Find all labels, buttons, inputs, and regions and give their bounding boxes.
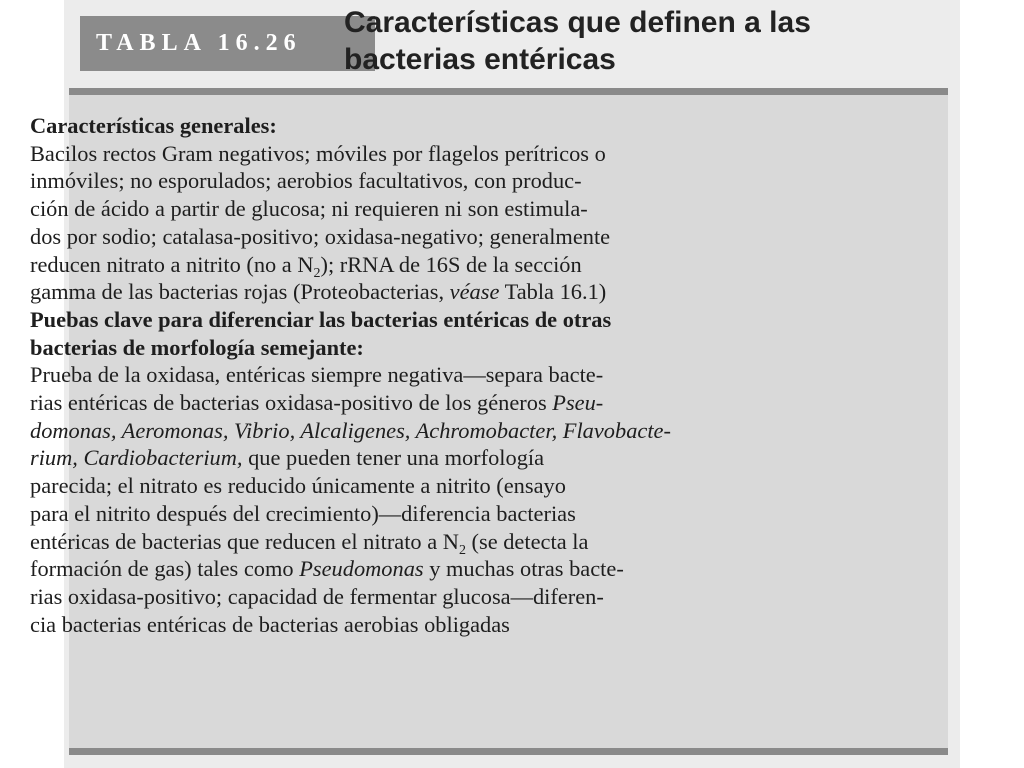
bottom-rule xyxy=(69,748,948,755)
text-line: inmóviles; no esporulados; aerobios facultativos, con produc- xyxy=(30,168,582,194)
text-line: rias oxidasa-positivo; capacidad de fermentar glucosa—diferen- xyxy=(30,583,604,609)
section-heading-line: bacterias de morfología semejante: xyxy=(30,334,364,360)
text-line: formación de gas) tales como Pseudomonas y muchas otras bacte- xyxy=(30,556,624,582)
section-heading-line: Puebas clave para diferenciar las bacterias entéricas de otras xyxy=(30,306,612,332)
text-line: Prueba de la oxidasa, entéricas siempre negativa—separa bacte- xyxy=(30,362,604,388)
table-content xyxy=(30,112,865,638)
table-title-line-2: bacterias entéricas xyxy=(344,43,616,76)
text-line: reducen nitrato a nitrito (no a $N_2$); rRNA de 16S de la sección xyxy=(30,251,582,281)
top-rule xyxy=(69,88,948,95)
text-line: rium, Cardiobacterium, que pueden tener una morfología xyxy=(30,445,545,471)
table-number-label: TABLA 16.26 xyxy=(80,16,375,71)
text-line: ción de ácido a partir de glucosa; ni requieren ni son estimula- xyxy=(30,196,588,222)
text-line: gamma de las bacterias rojas (Proteobacterias, véase Tabla 16.1) xyxy=(30,279,607,305)
text-line: domonas, Aeromonas, Vibrio, Alcaligenes, Achromobacter, Flavobacte- xyxy=(30,417,671,443)
text-line: cia bacterias entéricas de bacterias aerobias obligadas xyxy=(30,611,510,637)
text-line: para el nitrito después del crecimiento)—diferencia bacterias xyxy=(30,500,576,526)
text-line: entéricas de bacterias que reducen el nitrato a $N_2$ (se detecta la xyxy=(30,528,589,558)
table-title-line-1: Características que definen a las xyxy=(344,6,811,39)
text-line: dos por sodio; catalasa-positivo; oxidasa-negativo; generalmente xyxy=(30,223,611,249)
text-line: Bacilos rectos Gram negativos; móviles por flagelos perítricos o xyxy=(30,140,606,166)
text-line: parecida; el nitrato es reducido únicamente a nitrito (ensayo xyxy=(30,473,566,499)
section-heading-line: Características generales: xyxy=(30,113,277,138)
table-title xyxy=(344,4,944,78)
text-line: rias entéricas de bacterias oxidasa-positivo de los géneros Pseu- xyxy=(30,390,604,416)
